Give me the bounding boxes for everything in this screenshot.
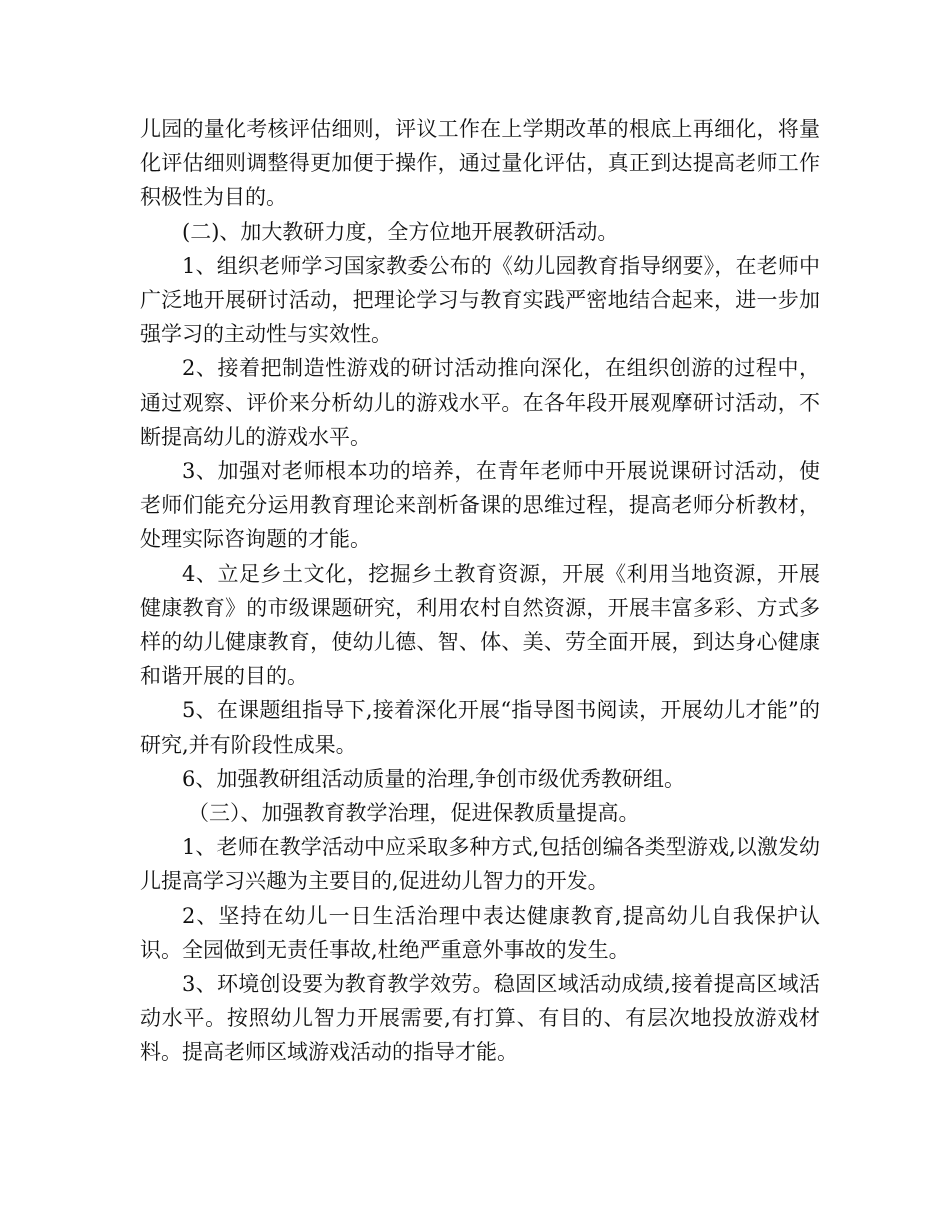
section-heading-2: (二)、加大教研力度，全方位地开展教研活动。 — [182, 219, 619, 244]
paragraph-2-4: 4、立足乡土文化，挖掘乡土教育资源，开展《利用当地资源，开展健康教育》的市级课题研究，利用农村自然资源，开展丰富多彩、方式多样的幼儿健康教育，使幼儿德、智、体、美、劳全面开展，到达身心健康和谐开展的目的。 — [140, 561, 820, 689]
paragraph-continuation: 儿园的量化考核评估细则，评议工作在上学期改革的根底上再细化，将量化评估细则调整得更加便于操作，通过量化评估，真正到达提高老师工作积极性为目的。 — [140, 117, 820, 210]
paragraph-3-1: 1、老师在教学活动中应采取多种方式,包括创编各类型游戏,以激发幼儿提高学习兴趣为主要目的,促进幼儿智力的开发。 — [140, 835, 820, 894]
paragraph-2-1: 1、组织老师学习国家教委公布的《幼儿园教育指导纲要》，在老师中广泛地开展研讨活动，把理论学习与教育实践严密地结合起来，进一步加强学习的主动性与实效性。 — [140, 253, 820, 347]
paragraph-2-3: 3、加强对老师根本功的培养，在青年老师中开展说课研讨活动，使老师们能充分运用教育理论来剖析备课的思维过程，提高老师分析教材，处理实际咨询题的才能。 — [140, 459, 820, 552]
paragraph-3-2: 2、坚持在幼儿一日生活治理中表达健康教育,提高幼儿自我保护认识。全园做到无责任事故,杜绝严重意外事故的发生。 — [140, 903, 820, 962]
section-heading-3: （三）、加强教育教学治理，促进保教质量提高。 — [188, 801, 640, 826]
paragraph-3-3: 3、环境创设要为教育教学效劳。稳固区域活动成绩,接着提高区域活动水平。按照幼儿智力开展需要,有打算、有目的、有层次地投放游戏材料。提高老师区域游戏活动的指导才能。 — [140, 972, 820, 1065]
paragraph-2-6: 6、加强教研组活动质量的治理,争创市级优秀教研组。 — [182, 766, 686, 791]
paragraph-2-5: 5、在课题组指导下,接着深化开展“指导图书阅读，开展幼儿才能”的研究,并有阶段性成果。 — [140, 698, 820, 757]
document-body — [140, 112, 820, 1070]
paragraph-2-2: 2、接着把制造性游戏的研讨活动推向深化，在组织创游的过程中，通过观察、评价来分析幼儿的游戏水平。在各年段开展观摩研讨活动，不断提高幼儿的游戏水平。 — [140, 356, 820, 449]
